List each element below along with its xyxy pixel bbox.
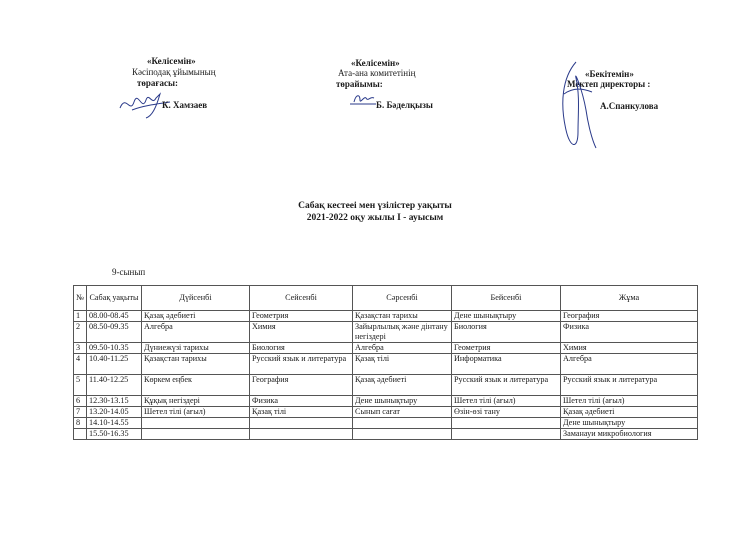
cell-thursday: Шетел тілі (ағыл)	[452, 396, 561, 407]
cell-tuesday: Биология	[250, 343, 353, 354]
approval-2-role-line2: төрайымы:	[336, 79, 383, 89]
schedule-title: Сабақ кестееі мен үзілістер уақыты	[298, 201, 452, 211]
cell-monday: Алгебра	[142, 322, 250, 343]
approval-2-status: «Келісемін»	[351, 58, 400, 68]
cell-monday: Көркем еңбек	[142, 375, 250, 396]
cell-tuesday: География	[250, 375, 353, 396]
approval-1-status: «Келісемін»	[147, 56, 196, 66]
header-friday: Жұма	[561, 286, 698, 311]
header-number: №	[74, 286, 87, 311]
cell-thursday: Биология	[452, 322, 561, 343]
header-time: Сабақ уақыты	[87, 286, 142, 311]
header-thursday: Бейсенбі	[452, 286, 561, 311]
cell-friday: География	[561, 311, 698, 322]
cell-monday: Құқық негіздері	[142, 396, 250, 407]
cell-tuesday	[250, 429, 353, 440]
cell-tuesday: Физика	[250, 396, 353, 407]
row-number: 2	[74, 322, 87, 343]
cell-friday: Шетел тілі (ағыл)	[561, 396, 698, 407]
cell-friday: Дене шынықтыру	[561, 418, 698, 429]
table-row	[74, 396, 698, 407]
cell-friday: Химия	[561, 343, 698, 354]
cell-friday: Қазақ әдебиеті	[561, 407, 698, 418]
row-time: 13.20-14.05	[87, 407, 142, 418]
approval-3-name: А.Спанкулова	[600, 101, 659, 111]
cell-wednesday: Сынып сағат	[353, 407, 452, 418]
approval-3-signature	[552, 58, 600, 154]
row-time: 11.40-12.25	[87, 375, 142, 396]
row-number: 3	[74, 343, 87, 354]
schedule-table	[73, 285, 698, 440]
approval-3-status: «Бекітемін»	[585, 69, 634, 79]
cell-monday	[142, 418, 250, 429]
row-time: 12.30-13.15	[87, 396, 142, 407]
cell-wednesday: Қазақ әдебиеті	[353, 375, 452, 396]
row-number: 4	[74, 354, 87, 375]
cell-monday	[142, 429, 250, 440]
header-wednesday: Сәрсенбі	[353, 286, 452, 311]
cell-tuesday	[250, 418, 353, 429]
cell-friday: Физика	[561, 322, 698, 343]
row-time: 15.50-16.35	[87, 429, 142, 440]
cell-thursday: Өзін-өзі тану	[452, 407, 561, 418]
table-row	[74, 343, 698, 354]
cell-wednesday: Дене шынықтыру	[353, 396, 452, 407]
row-number: 7	[74, 407, 87, 418]
cell-wednesday	[353, 429, 452, 440]
table-row	[74, 354, 698, 375]
table-row	[74, 375, 698, 396]
approval-3-role: Мектеп директоры :	[567, 79, 651, 89]
row-time: 08.00-08.45	[87, 311, 142, 322]
header-monday: Дүйсенбі	[142, 286, 250, 311]
row-time: 14.10-14.55	[87, 418, 142, 429]
approval-1-name: К. Хамзаев	[162, 100, 208, 110]
approval-1-role: Кәсіподақ ұйымының	[132, 67, 216, 77]
class-label: 9-сынып	[112, 267, 146, 277]
approval-1-role-line2: төрағасы:	[137, 78, 179, 88]
cell-friday: Заманауи микробиология	[561, 429, 698, 440]
cell-thursday: Дене шынықтыру	[452, 311, 561, 322]
row-time: 09.50-10.35	[87, 343, 142, 354]
table-row	[74, 418, 698, 429]
cell-monday: Қазақ әдебиеті	[142, 311, 250, 322]
cell-tuesday: Қазақ тілі	[250, 407, 353, 418]
schedule-subtitle: 2021-2022 оқу жылы I - ауысым	[306, 213, 444, 223]
cell-monday: Шетел тілі (ағыл)	[142, 407, 250, 418]
row-number: 6	[74, 396, 87, 407]
table-row	[74, 429, 698, 440]
cell-wednesday	[353, 418, 452, 429]
cell-tuesday: Русский язык и литература	[250, 354, 353, 375]
cell-thursday: Русский язык и литература	[452, 375, 561, 396]
cell-monday: Қазақстан тарихы	[142, 354, 250, 375]
row-number	[74, 429, 87, 440]
cell-friday: Русский язык и литература	[561, 375, 698, 396]
cell-tuesday: Геометрия	[250, 311, 353, 322]
table-row	[74, 322, 698, 343]
row-time: 08.50-09.35	[87, 322, 142, 343]
table-row	[74, 407, 698, 418]
cell-wednesday: Қазақ тілі	[353, 354, 452, 375]
cell-thursday: Геометрия	[452, 343, 561, 354]
row-time: 10.40-11.25	[87, 354, 142, 375]
row-number: 8	[74, 418, 87, 429]
approval-2-name: Б. Бәделқызы	[376, 100, 433, 110]
cell-thursday	[452, 429, 561, 440]
cell-wednesday: Зайырлылық және дінтану негіздері	[353, 322, 452, 343]
row-number: 5	[74, 375, 87, 396]
cell-thursday: Информатика	[452, 354, 561, 375]
cell-monday: Дүниежүзі тарихы	[142, 343, 250, 354]
cell-wednesday: Алгебра	[353, 343, 452, 354]
cell-thursday	[452, 418, 561, 429]
approval-2-role: Ата-ана комитетінің	[338, 68, 416, 78]
cell-tuesday: Химия	[250, 322, 353, 343]
row-number: 1	[74, 311, 87, 322]
header-tuesday: Сейсенбі	[250, 286, 353, 311]
table-header-row	[74, 286, 698, 311]
table-row	[74, 311, 698, 322]
cell-friday: Алгебра	[561, 354, 698, 375]
cell-wednesday: Қазақстан тарихы	[353, 311, 452, 322]
